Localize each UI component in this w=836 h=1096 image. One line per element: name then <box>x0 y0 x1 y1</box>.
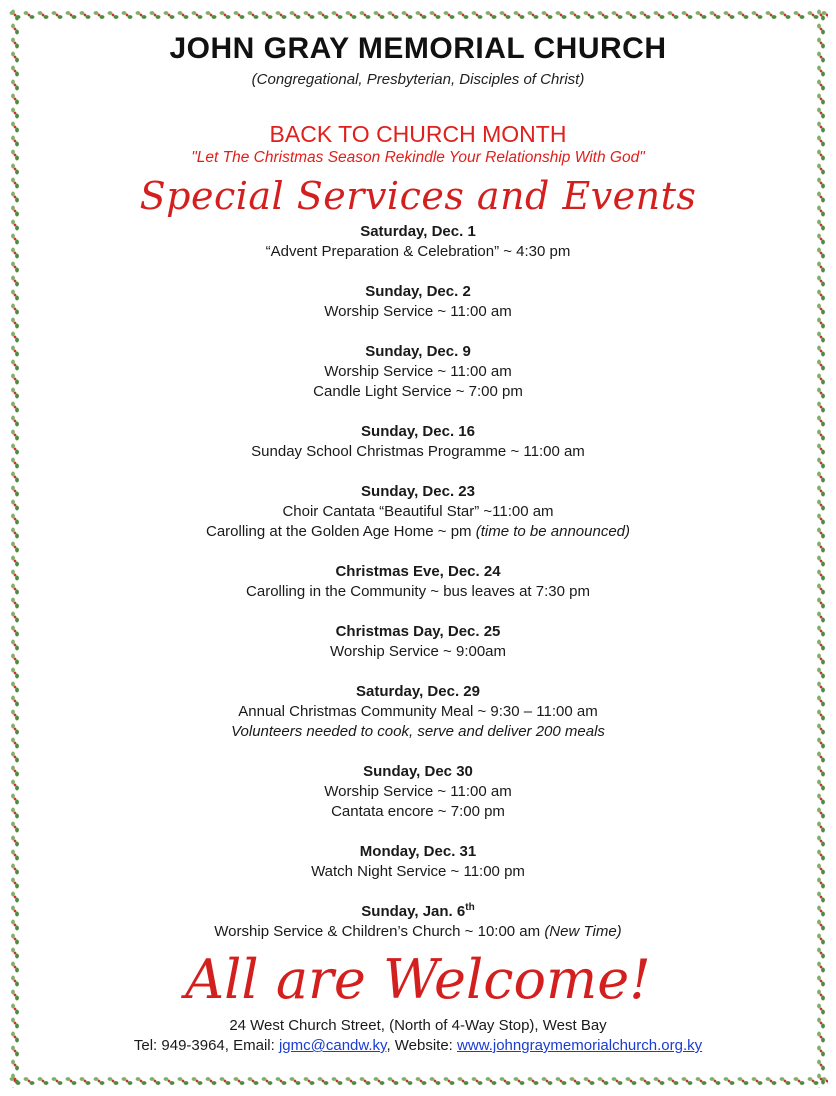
event-date: Christmas Day, Dec. 25 <box>335 623 501 640</box>
event-line: Worship Service ~ 9:00am <box>329 643 507 660</box>
event-italic-line: Volunteers needed to cook, serve and deliver 200 meals <box>231 723 605 740</box>
event-date: Sunday, Dec. 2 <box>365 283 471 300</box>
event-date: Sunday, Dec. 23 <box>361 483 475 500</box>
event-date: Christmas Eve, Dec. 24 <box>335 563 501 580</box>
event-line: “Advent Preparation & Celebration” ~ 4:30 pm <box>265 243 571 260</box>
website-link[interactable]: www.johngraymemorialchurch.org.ky <box>457 1037 703 1054</box>
denominations: (Congregational, Presbyterian, Disciples of Christ) <box>251 71 585 88</box>
border-left <box>8 8 22 1088</box>
event-date-with-sup <box>30 902 806 922</box>
event-line: Sunday School Christmas Programme ~ 11:00 am <box>251 443 585 460</box>
events-list <box>30 222 806 942</box>
event-item <box>30 482 806 542</box>
email-link[interactable]: jgmc@candw.ky <box>278 1037 387 1054</box>
event-item <box>30 282 806 322</box>
event-item <box>30 762 806 822</box>
event-line-with-note <box>30 522 806 542</box>
border-right <box>814 8 828 1088</box>
event-date: Sunday, Dec. 9 <box>365 343 471 360</box>
website-label: , Website: <box>386 1037 458 1054</box>
event-item <box>30 622 806 662</box>
event-date: Saturday, Dec. 1 <box>360 223 476 240</box>
event-line: Carolling in the Community ~ bus leaves at 7:30 pm <box>246 583 590 600</box>
month-title: BACK TO CHURCH MONTH <box>269 121 567 147</box>
event-date: Saturday, Dec. 29 <box>356 683 480 700</box>
event-date: Sunday, Dec 30 <box>363 763 473 780</box>
event-item <box>30 562 806 602</box>
event-line-with-note <box>30 922 806 942</box>
flyer-content <box>30 28 806 1056</box>
church-name: JOHN GRAY MEMORIAL CHURCH <box>169 32 667 65</box>
welcome-banner: All are Welcome! <box>185 948 651 1011</box>
event-item <box>30 422 806 462</box>
event-item <box>30 342 806 402</box>
event-line: Cantata encore ~ 7:00 pm <box>331 803 505 820</box>
contact-line <box>30 1036 806 1056</box>
border-bottom <box>8 1074 828 1088</box>
tel-label: Tel: 949-3964, Email: <box>133 1037 279 1054</box>
event-line: Choir Cantata “Beautiful Star” ~11:00 am <box>282 503 554 520</box>
event-date-text: Sunday, Jan. 6 <box>361 903 466 920</box>
event-date: Sunday, Dec. 16 <box>361 423 475 440</box>
event-line: Annual Christmas Community Meal ~ 9:30 – 11:00 am <box>238 703 598 720</box>
event-line-text: Worship Service & Children’s Church ~ 10:00 am <box>214 923 545 940</box>
event-line: Watch Night Service ~ 11:00 pm <box>311 863 525 880</box>
month-quote: "Let The Christmas Season Rekindle Your Relationship With God" <box>191 149 645 166</box>
event-item <box>30 902 806 942</box>
event-line: Worship Service ~ 11:00 am <box>324 303 512 320</box>
church-address: 24 West Church Street, (North of 4-Way Stop), West Bay <box>229 1017 607 1034</box>
event-item <box>30 222 806 262</box>
event-line: Candle Light Service ~ 7:00 pm <box>313 383 523 400</box>
border-top <box>8 8 828 22</box>
event-date-sup: th <box>465 902 475 913</box>
event-item <box>30 842 806 882</box>
event-date: Monday, Dec. 31 <box>359 843 477 860</box>
event-note: (time to be announced) <box>475 523 630 540</box>
event-line: Worship Service ~ 11:00 am <box>324 783 512 800</box>
events-heading: Special Services and Events <box>139 174 697 218</box>
event-note: (New Time) <box>544 923 622 940</box>
event-item <box>30 682 806 742</box>
event-line: Worship Service ~ 11:00 am <box>324 363 512 380</box>
event-line-text: Carolling at the Golden Age Home ~ pm <box>205 523 476 540</box>
